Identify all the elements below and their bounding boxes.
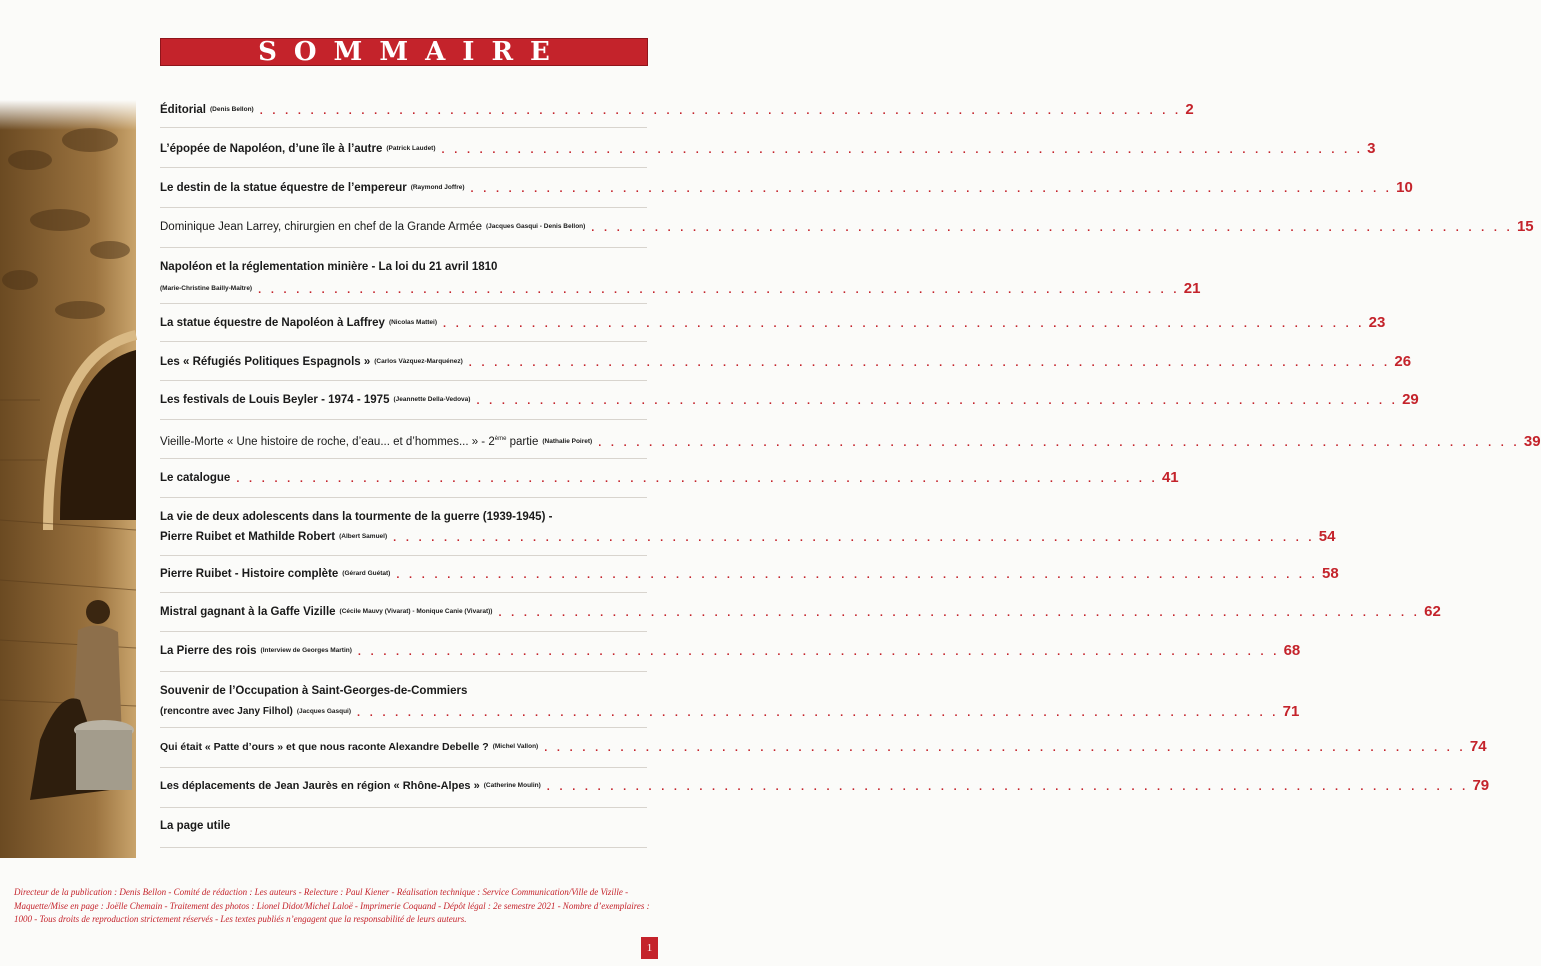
entry-title: Souvenir de l’Occupation à Saint-Georges-de-Commiers [160, 685, 468, 697]
toc-entry[interactable] [160, 565, 1339, 582]
divider [160, 497, 647, 498]
entry-author: (Catherine Moulin) [483, 782, 541, 789]
page-number: 1 [641, 937, 658, 959]
toc-entry[interactable] [160, 179, 1413, 196]
toc-entry[interactable] [160, 140, 1376, 157]
divider [160, 767, 647, 768]
entry-page: 26 [1394, 353, 1412, 370]
toc-entry[interactable] [160, 509, 1336, 545]
leader-dots: . . . . . . . . . . . . . . . . . . . . . . . . . . . . . . . . . . . . . . . . . . . . . . . . . . . . . . . . . . . . . . . . . . . . . . . . . [393, 532, 1315, 544]
entry-page: 39 [1523, 432, 1541, 450]
toc-entry[interactable] [160, 469, 1179, 486]
divider [160, 303, 647, 304]
entry-title: Éditorial [160, 104, 207, 116]
divider [160, 458, 647, 459]
divider [160, 207, 647, 208]
leader-dots: . . . . . . . . . . . . . . . . . . . . . . . . . . . . . . . . . . . . . . . . . . . . . . . . . . . . . . . . . . . . . . . . . . . . . . . . . [236, 473, 1158, 485]
leader-dots: . . . . . . . . . . . . . . . . . . . . . . . . . . . . . . . . . . . . . . . . . . . . . . . . . . . . . . . . . . . . . . . . . . . . . . . . . [591, 222, 1513, 234]
toc-entry[interactable] [160, 642, 1301, 659]
entry-title: Dominique Jean Larrey, chirurgien en chef de la Grande Armée [160, 221, 482, 233]
entry-title: La vie de deux adolescents dans la tourmente de la guerre (1939-1945) - [160, 511, 553, 523]
leader-dots: . . . . . . . . . . . . . . . . . . . . . . . . . . . . . . . . . . . . . . . . . . . . . . . . . . . . . . . . . . . . . . . . . . . . . . . . . [598, 436, 1520, 449]
entry-author: (Carlos Vàzquez-Marquénez) [374, 358, 463, 365]
toc-entry[interactable] [160, 314, 1386, 331]
entry-author: (Denis Bellon) [210, 106, 254, 113]
leader-dots: . . . . . . . . . . . . . . . . . . . . . . . . . . . . . . . . . . . . . . . . . . . . . . . . . . . . . . . . . . . . . . . . . . . . . . . . . [498, 607, 1421, 619]
leader-dots: . . . . . . . . . . . . . . . . . . . . . . . . . . . . . . . . . . . . . . . . . . . . . . . . . . . . . . . . . . . . . . . . . . . . . . . . . [258, 284, 1180, 296]
leader-dots: . . . . . . . . . . . . . . . . . . . . . . . . . . . . . . . . . . . . . . . . . . . . . . . . . . . . . . . . . . . . . . . . . . . . . . . . . [468, 357, 1391, 369]
entry-page: 2 [1185, 101, 1194, 118]
divider [160, 419, 647, 420]
entry-author: (Cécile Mauvy (Vivarat) - Monique Canie (Vivarat)) [339, 608, 493, 615]
entry-title: Le destin de la statue équestre de l’empereur [160, 182, 407, 194]
entry-page: 54 [1318, 528, 1336, 545]
sepia-photograph [0, 100, 136, 858]
divider [160, 847, 647, 848]
title-banner [160, 38, 648, 66]
colophon: Directeur de la publication : Denis Bellon - Comité de rédaction : Les auteurs - Relecture : Paul Kiener - Réalisation technique : Service Communication/Ville de Vizille - Maquette/Mise en page : Joëlle Chemain - Traitement des photos : Lionel Didot/Michel Laloë - Imprimerie Coquand - Dépôt légal : 2e semestre 2021 - Nombre d’exemplaires : 1000 - Tous droits de reproduction strictement réservés - Les textes publiés n’engagent que la responsabilité de leurs auteurs. [14, 887, 650, 924]
entry-title: Les festivals de Louis Beyler - 1974 - 1975 [160, 394, 390, 406]
toc-entry[interactable] [160, 683, 1300, 720]
toc-entry[interactable] [160, 353, 1412, 370]
entry-title: Le catalogue [160, 472, 231, 484]
divider [160, 727, 647, 728]
leader-dots: . . . . . . . . . . . . . . . . . . . . . . . . . . . . . . . . . . . . . . . . . . . . . . . . . . . . . . . . . . . . . . . . . . . . . . . . . [396, 569, 1318, 581]
entry-title: La Pierre des rois [160, 645, 257, 657]
entry-title: Qui était « Patte d’ours » et que nous raconte Alexandre Debelle ? [160, 741, 489, 753]
entry-page: 41 [1161, 469, 1179, 486]
entry-title: L’épopée de Napoléon, d’une île à l’autre [160, 143, 383, 155]
entry-page: 71 [1282, 703, 1300, 720]
entry-title: Pierre Ruibet - Histoire complète [160, 568, 339, 580]
entry-page: 79 [1472, 777, 1490, 794]
leader-dots: . . . . . . . . . . . . . . . . . . . . . . . . . . . . . . . . . . . . . . . . . . . . . . . . . . . . . . . . . . . . . . . . . . . . . . . . . [546, 781, 1469, 793]
divider [160, 380, 647, 381]
leader-dots: . . . . . . . . . . . . . . . . . . . . . . . . . . . . . . . . . . . . . . . . . . . . . . . . . . . . . . . . . . . . . . . . . . . . . . . . . [476, 395, 1399, 407]
entry-title-continued: (rencontre avec Jany Filhol) [160, 706, 293, 717]
entry-page: 10 [1396, 179, 1413, 196]
toc-entry[interactable] [160, 818, 647, 834]
leader-dots: . . . . . . . . . . . . . . . . . . . . . . . . . . . . . . . . . . . . . . . . . . . . . . . . . . . . . . . . . . . . . . . . . . . . . . . . . [470, 183, 1393, 195]
divider [160, 555, 647, 556]
entry-author: (Raymond Joffre) [410, 184, 465, 191]
toc-entry[interactable] [160, 218, 1534, 235]
entry-title: Vieille-Morte « Une histoire de roche, d’eau... et d’hommes... » - 2ème partie [160, 435, 539, 448]
toc-entry[interactable] [160, 431, 1541, 450]
leader-dots: . . . . . . . . . . . . . . . . . . . . . . . . . . . . . . . . . . . . . . . . . . . . . . . . . . . . . . . . . . . . . . . . . . . . . . . . . [443, 318, 1365, 330]
divider [160, 807, 647, 808]
leader-dots: . . . . . . . . . . . . . . . . . . . . . . . . . . . . . . . . . . . . . . . . . . . . . . . . . . . . . . . . . . . . . . . . . . . . . . . . . [259, 105, 1182, 117]
page-title: SOMMAIRE [258, 37, 567, 67]
entry-author: (Jacques Gasqui - Denis Bellon) [485, 223, 586, 230]
entry-author: (Nicolas Mattei) [388, 319, 437, 326]
toc-entry[interactable] [160, 101, 1194, 118]
entry-page: 74 [1469, 738, 1487, 755]
entry-page: 23 [1368, 314, 1386, 331]
entry-page: 58 [1321, 565, 1339, 582]
leader-dots: . . . . . . . . . . . . . . . . . . . . . . . . . . . . . . . . . . . . . . . . . . . . . . . . . . . . . . . . . . . . . . . . . . . . . . . . . [544, 742, 1466, 754]
entry-author: (Michel Vallon) [492, 743, 539, 750]
entry-title: La statue équestre de Napoléon à Laffrey [160, 317, 385, 329]
entry-author: (Jeannette Della-Vedova) [393, 396, 471, 403]
divider [160, 671, 647, 672]
entry-author: (Nathalie Poiret) [542, 437, 593, 445]
entry-page: 68 [1283, 642, 1301, 659]
entry-author: (Jacques Gasqui) [296, 708, 352, 715]
entry-title: Napoléon et la réglementation minière - La loi du 21 avril 1810 [160, 261, 498, 273]
toc-entry[interactable] [160, 391, 1419, 408]
leader-dots: . . . . . . . . . . . . . . . . . . . . . . . . . . . . . . . . . . . . . . . . . . . . . . . . . . . . . . . . . . . . . . . . . . . . . . . . . [441, 144, 1364, 156]
entry-author: (Interview de Georges Martin) [260, 647, 352, 654]
toc-entry[interactable] [160, 738, 1487, 755]
divider [160, 127, 647, 128]
entry-title: La page utile [160, 820, 231, 832]
entry-page: 3 [1367, 140, 1376, 157]
entry-title: Les « Réfugiés Politiques Espagnols » [160, 356, 371, 368]
divider [160, 247, 647, 248]
entry-author: (Patrick Laudet) [386, 145, 436, 152]
entry-page: 29 [1402, 391, 1419, 408]
leader-dots: . . . . . . . . . . . . . . . . . . . . . . . . . . . . . . . . . . . . . . . . . . . . . . . . . . . . . . . . . . . . . . . . . . . . . . . . . [357, 646, 1280, 658]
entry-author: (Albert Samuel) [339, 533, 388, 540]
toc-entry[interactable] [160, 259, 1201, 297]
entry-page: 15 [1516, 218, 1534, 235]
entry-title: Les déplacements de Jean Jaurès en région « Rhône-Alpes » [160, 780, 480, 792]
toc-entry[interactable] [160, 777, 1490, 794]
divider [160, 341, 647, 342]
entry-author: (Marie-Christine Bailly-Maître) [160, 285, 253, 292]
divider [160, 167, 647, 168]
leader-dots: . . . . . . . . . . . . . . . . . . . . . . . . . . . . . . . . . . . . . . . . . . . . . . . . . . . . . . . . . . . . . . . . . . . . . . . . . [357, 707, 1279, 719]
entry-author: (Gérard Guétat) [342, 570, 391, 577]
entry-page: 21 [1183, 280, 1201, 297]
toc-entry[interactable] [160, 603, 1441, 620]
divider [160, 631, 647, 632]
entry-page: 62 [1424, 603, 1441, 620]
divider [160, 592, 647, 593]
entry-title-continued: Pierre Ruibet et Mathilde Robert [160, 531, 336, 543]
entry-title: Mistral gagnant à la Gaffe Vizille [160, 606, 336, 618]
